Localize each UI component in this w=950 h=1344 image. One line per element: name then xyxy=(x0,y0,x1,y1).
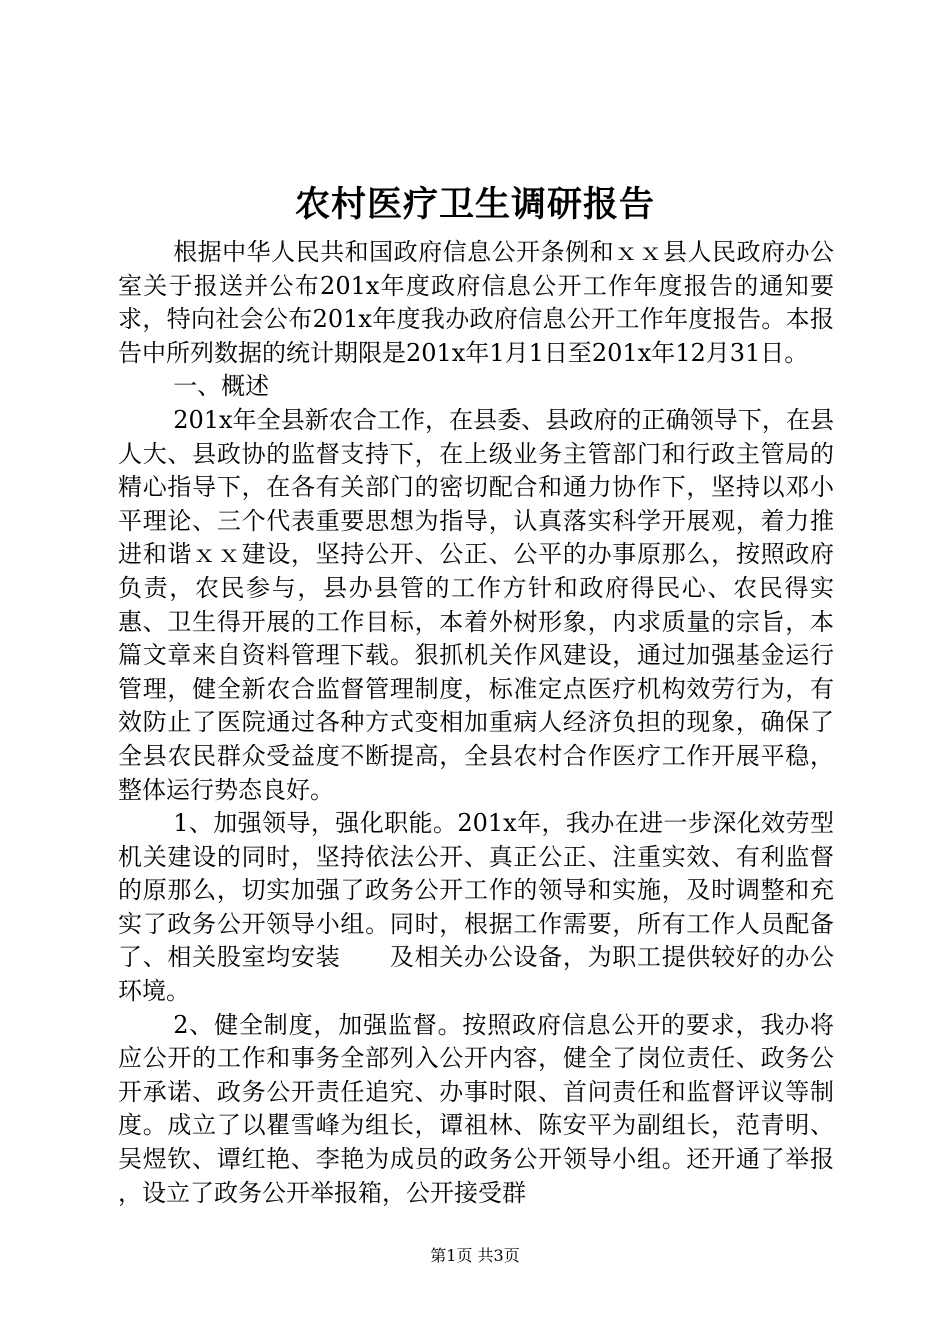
document-body xyxy=(118,236,882,1210)
page-footer: 第1页 共3页 xyxy=(430,1246,520,1265)
paragraph-point-2: 2、健全制度，加强监督。按照政府信息公开的要求，我办将应公开的工作和事务全部列入公开内容，健全了岗位责任、政务公开承诺、政务公开责任追究、办事时限、首问责任和监督评议等制度。成立了以瞿雪峰为组长，谭祖林、陈安平为副组长，范青明、吴煜钦、谭红艳、李艳为成员的政务公开领导小组。还开通了举报 ，设立了政务公开举报箱，公开接受群 xyxy=(118,1010,882,1207)
section-heading-overview: 一、概述 xyxy=(173,372,270,401)
paragraph-intro: 根据中华人民共和国政府信息公开条例和ｘｘ县人民政府办公室关于报送并公布201x年度政府信息公开工作年度报告的通知要求，特向社会公布201x年度我办政府信息公开工作年度报告。本报告中所列数据的统计期限是201x年1月1日至201x年12月31日。 xyxy=(118,238,834,367)
paragraph-point-1: 1、加强领导，强化职能。201x年，我办在进一步深化效劳型机关建设的同时，坚持依法公开、真正公正、注重实效、有利监督的原那么，切实加强了政务公开工作的领导和实施，及时调整和充实了政务公开领导小组。同时，根据工作需要，所有工作人员配备了、相关股室均安装 及相关办公设备，为职工提供较好的办公环境。 xyxy=(118,809,834,1006)
paragraph-overview: 201x年全县新农合工作，在县委、县政府的正确领导下，在县人大、县政协的监督支持下，在上级业务主管部门和行政主管局的精心指导下，在各有关部门的密切配合和通力协作下，坚持以邓小平理论、三个代表重要思想为指导，认真落实科学开展观，着力推进和谐ｘｘ建设，坚持公开、公正、公平的办事原那么，按照政府负责，农民参与，县办县管的工作方针和政府得民心、农民得实惠、卫生得开展的工作目标，本着外树形象，内求质量的宗旨，本篇文章来自资料管理下载。狠抓机关作风建设，通过加强基金运行管理，健全新农合监督管理制度，标准定点医疗机构效劳行为，有效防止了医院通过各种方式变相加重病人经济负担的现象，确保了全县农民群众受益度不断提高，全县农村合作医疗工作开展平稳，整体运行势态良好。 xyxy=(118,405,834,804)
document-title: 农村医疗卫生调研报告 xyxy=(294,184,655,225)
